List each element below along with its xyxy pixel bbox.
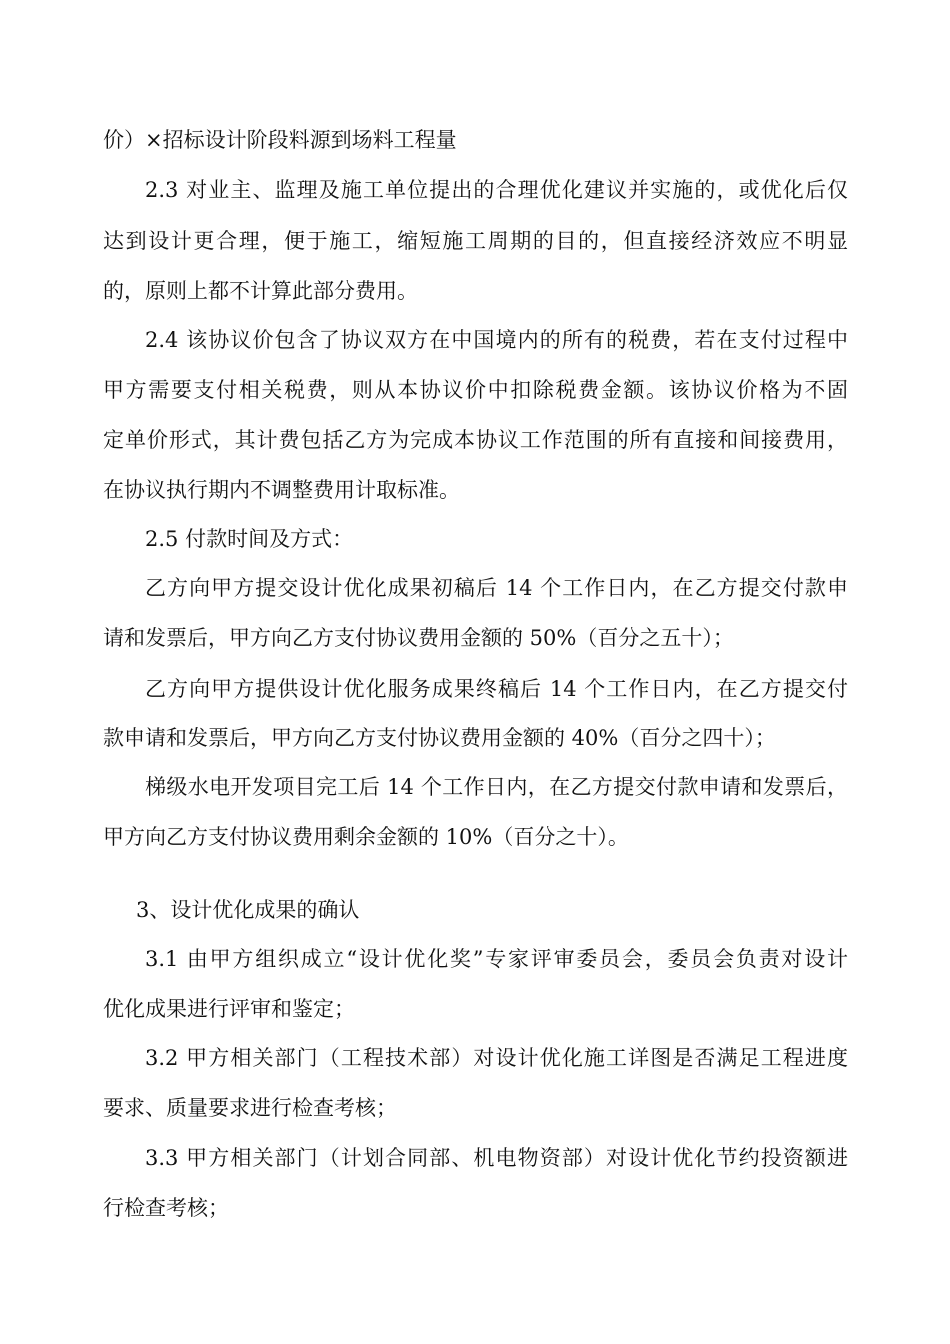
text-line: 款申请和发票后，甲方向乙方支付协议费用金额的 40%（百分之四十）； [103,726,776,750]
clause-3-2-line: 3.2 甲方相关部门（工程技术部）对设计优化施工详图是否满足工程进度 [145,1046,848,1070]
text-line: 达到设计更合理，便于施工，缩短施工周期的目的，但直接经济效应不明显 [103,229,848,253]
clause-3-3-line: 3.3 甲方相关部门（计划合同部、机电物资部）对设计优化节约投资额进 [145,1146,848,1170]
clause-2-3-line: 2.3 对业主、监理及施工单位提出的合理优化建议并实施的，或优化后仅 [145,178,848,202]
text-line: 价）×招标设计阶段料源到场料工程量 [103,128,457,152]
text-line: 定单价形式，其计费包括乙方为完成本协议工作范围的所有直接和间接费用， [103,428,848,452]
payment-line: 乙方向甲方提供设计优化服务成果终稿后 14 个工作日内，在乙方提交付 [145,677,848,701]
text-line: 甲方向乙方支付协议费用剩余金额的 10%（百分之十）。 [103,825,629,849]
clause-2-4-line: 2.4 该协议价包含了协议双方在中国境内的所有的税费，若在支付过程中 [145,328,848,352]
payment-line: 梯级水电开发项目完工后 14 个工作日内，在乙方提交付款申请和发票后， [145,775,848,799]
text-line: 在协议执行期内不调整费用计取标准。 [103,478,460,502]
text-line: 的，原则上都不计算此部分费用。 [103,279,418,303]
text-line: 请和发票后，甲方向乙方支付协议费用金额的 50%（百分之五十）； [103,626,734,650]
text-line: 行检查考核； [103,1196,229,1220]
clause-3-1-line: 3.1 由甲方组织成立“设计优化奖”专家评审委员会，委员会负责对设计 [145,947,848,971]
text-line: 要求、质量要求进行检查考核； [103,1096,397,1120]
payment-line: 乙方向甲方提交设计优化成果初稿后 14 个工作日内，在乙方提交付款申 [145,576,848,600]
text-line: 甲方需要支付相关税费，则从本协议价中扣除税费金额。该协议价格为不固 [103,378,848,402]
section-3-heading: 3、设计优化成果的确认 [136,898,360,922]
clause-2-5-heading: 2.5 付款时间及方式： [145,527,354,551]
text-line: 优化成果进行评审和鉴定； [103,997,355,1021]
